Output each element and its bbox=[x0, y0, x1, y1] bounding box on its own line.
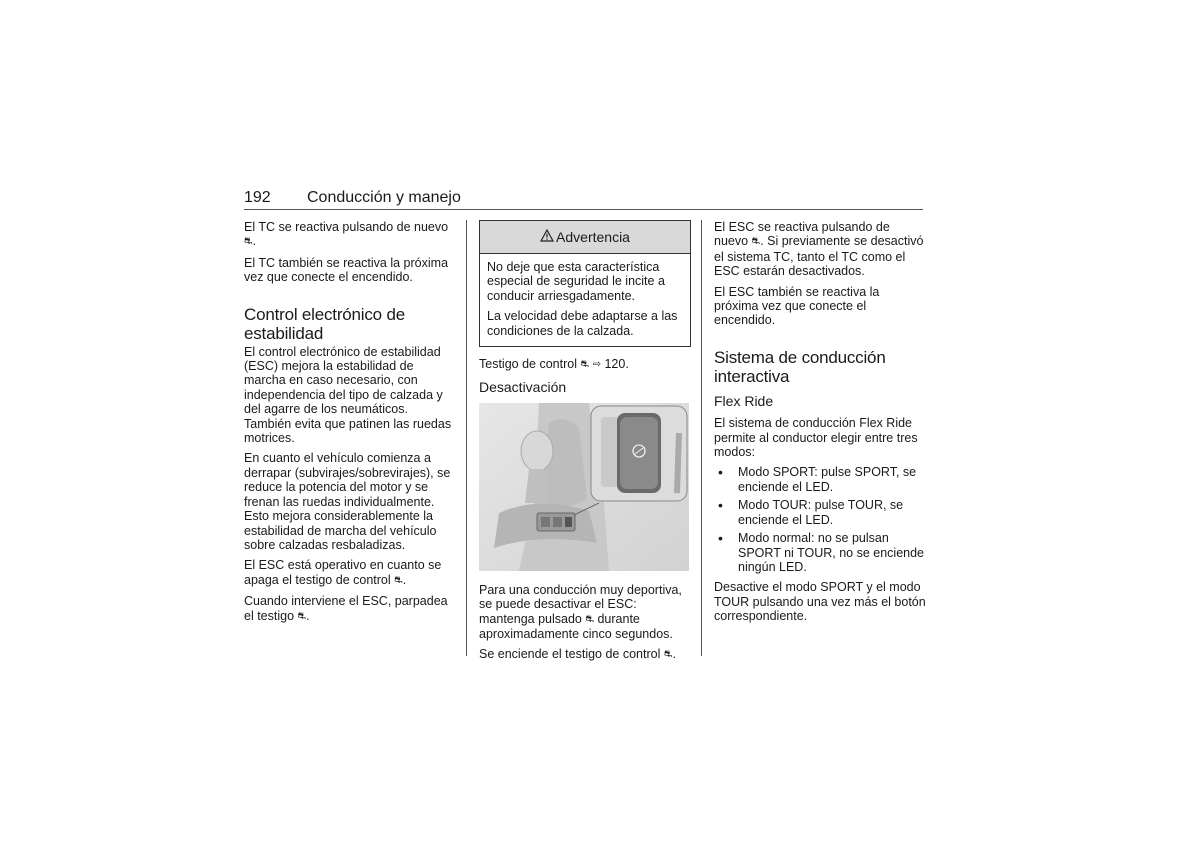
tour-key: TOUR bbox=[847, 498, 883, 513]
mode-list bbox=[714, 465, 926, 574]
section-heading-sistema: Sistema de conducción interactiva bbox=[714, 347, 886, 386]
paragraph: Testigo de control ⛐ ⇨ 120. bbox=[479, 357, 629, 372]
paragraph: El TC también se reactiva la próxima vez que conecte el encendido. bbox=[244, 255, 449, 285]
list-item: • Modo SPORT: pulse SPORT, se enciende el LED. bbox=[714, 465, 926, 494]
paragraph: La velocidad debe adaptarse a las condiciones de la calzada. bbox=[487, 309, 678, 338]
warning-box bbox=[479, 220, 691, 347]
warning-title: Advertencia bbox=[556, 228, 630, 245]
list-item: • Modo TOUR: pulse TOUR, se enciende el LED. bbox=[714, 498, 926, 527]
tour-key: TOUR bbox=[797, 545, 833, 560]
warning-header bbox=[480, 221, 690, 254]
tc-off-icon: ⛐ bbox=[751, 236, 761, 248]
paragraph: El ESC se reactiva pulsando de nuevo ⛐. Si previamente se desactivó el sistema TC, tanto el TC como el ESC estarán desactivados. bbox=[714, 220, 924, 279]
sport-key: SPORT bbox=[854, 465, 896, 480]
page-number: 192 bbox=[244, 189, 271, 206]
list-item: • Modo normal: no se pulsan SPORT ni TOUR, no se enciende ningún LED. bbox=[714, 531, 926, 574]
paragraph: El TC se reactiva pulsando de nuevo ⛐. bbox=[244, 220, 449, 249]
column-1 bbox=[244, 220, 456, 630]
page-header bbox=[244, 189, 923, 210]
warning-triangle-icon bbox=[540, 229, 554, 244]
paragraph: No deje que esta característica especial de seguridad le incite a conducir arriesgadamente. bbox=[487, 260, 665, 303]
subheading-flex-ride: Flex Ride bbox=[714, 392, 774, 409]
section-heading-esc: Control electrónico de estabilidad bbox=[244, 304, 405, 343]
paragraph: El control electrónico de estabilidad (ESC) mejora la estabilidad de marcha en caso necesario, con independencia del tipo de calzada y del agarre de los neumáticos. También evita que patinen las ruedas motrices. bbox=[244, 344, 452, 446]
column-divider bbox=[466, 220, 467, 656]
column-divider bbox=[701, 220, 702, 656]
sport-key: SPORT bbox=[738, 545, 781, 560]
subheading-desactivacion: Desactivación bbox=[479, 379, 567, 396]
paragraph: El ESC está operativo en cuanto se apaga el testigo de control ⛐. bbox=[244, 558, 442, 587]
warning-body bbox=[480, 254, 690, 346]
paragraph: Para una conducción muy deportiva, se puede desactivar el ESC: mantenga pulsado ⛐ durante aproximadamente cinco segundos. bbox=[479, 582, 682, 642]
paragraph: Desactive el modo SPORT y el modo TOUR pulsando una vez más el botón correspondiente. bbox=[714, 580, 926, 624]
column-2 bbox=[479, 220, 691, 669]
paragraph: El ESC también se reactiva la próxima vez que conecte el encendido. bbox=[714, 284, 880, 328]
esc-off-icon: ⛐ bbox=[663, 649, 673, 661]
column-3 bbox=[714, 220, 926, 630]
paragraph: En cuanto el vehículo comienza a derrapar (subvirajes/sobrevirajes), se reduce la potencia del motor y se frenan las ruedas individualmente. Esto mejora considerablemente la estabilidad de marcha del vehículo sobre calzadas resbaladizas. bbox=[244, 451, 451, 552]
paragraph: Se enciende el testigo de control ⛐. bbox=[479, 647, 676, 662]
esc-icon: ⛐ bbox=[580, 359, 590, 371]
console-illustration bbox=[479, 403, 689, 571]
chapter-title: Conducción y manejo bbox=[307, 189, 461, 206]
tc-off-icon: ⛐ bbox=[244, 236, 253, 248]
esc-icon: ⛐ bbox=[394, 574, 403, 586]
esc-icon: ⛐ bbox=[297, 610, 307, 622]
reference-arrow-icon: ⇨ bbox=[592, 359, 601, 371]
tc-off-icon: ⛐ bbox=[585, 613, 594, 625]
paragraph: El sistema de conducción Flex Ride permite al conductor elegir entre tres modos: bbox=[714, 416, 918, 460]
paragraph: Cuando interviene el ESC, parpadea el testigo ⛐. bbox=[244, 594, 448, 623]
